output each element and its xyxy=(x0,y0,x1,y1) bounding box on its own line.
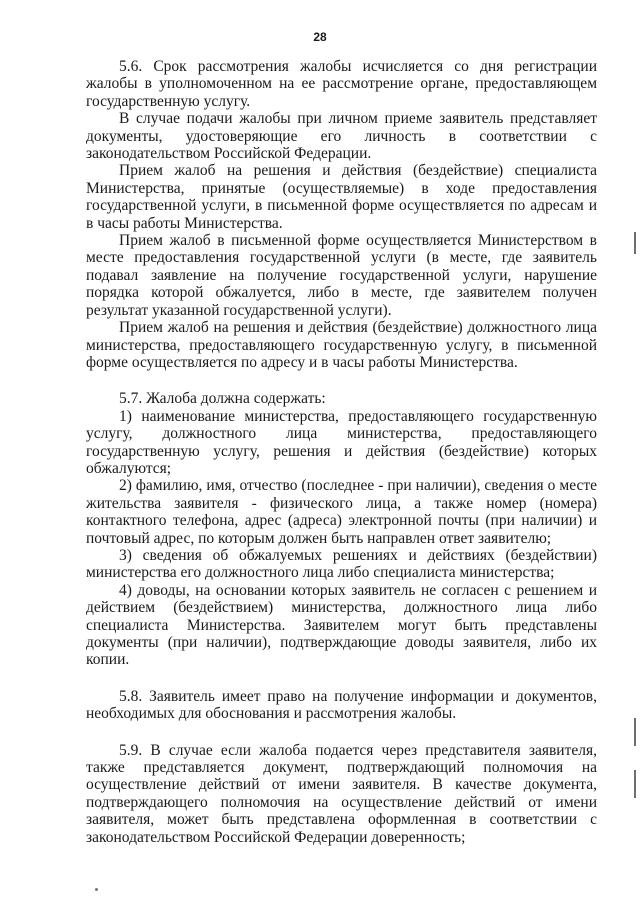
paragraph-5-8: 5.8. Заявитель имеет право на получение информации и документов, необходимых для обоснования и рассмотрения жалобы. xyxy=(86,687,597,723)
paragraph-written-complaints: Прием жалоб в письменной форме осуществляется Министерством в месте предоставления государственной услуги (в месте, где заявитель подавал заявление на получение государственной услуги, нарушение порядка которой обжалуется, либо в месте, где заявителем получен результат указанной государственной услуги). xyxy=(86,232,597,319)
paragraph-specialist-complaints: Прием жалоб на решения и действия (бездействие) специалиста Министерства, принятые (осуществляемые) в ходе предоставления государственной услуги, в письменной форме осуществляется по адресам и в часы работы Министерства. xyxy=(86,162,597,232)
paragraph-5-6: 5.6. Срок рассмотрения жалобы исчисляется со дня регистрации жалобы в уполномоченном на ее рассмотрение органе, предоставляющем государственную услугу. xyxy=(86,58,597,110)
paragraph-5-9: 5.9. В случае если жалоба подается через представителя заявителя, также представляется документ, подтверждающий полномочия на осуществление действий от имени заявителя. В качестве документа, подтверждающего полномочия на осуществление действий от имени заявителя, может быть представлена оформленная в соответствии с законодательством Российской Федерации доверенность; xyxy=(86,741,597,846)
list-item-1: 1) наименование министерства, предоставляющего государственную услугу, должностного лица министерства, предоставляющего государственную услугу, решения и действия (бездействие) которых обжалуются; xyxy=(86,407,597,477)
section-gap xyxy=(86,371,597,390)
scan-artifact-mark xyxy=(634,718,636,746)
paragraph-official-complaints: Прием жалоб на решения и действия (бездействие) должностного лица министерства, предоставляющего государственную услугу, в письменной форме осуществляется по адресу и в часы работы Министерства. xyxy=(86,319,597,371)
paragraph-5-7: 5.7. Жалоба должна содержать: xyxy=(119,390,326,408)
list-item-2: 2) фамилию, имя, отчество (последнее - при наличии), сведения о месте жительства заявителя - физического лица, а также номер (номера) контактного телефона, адрес (адреса) электронной почты (при наличии) и почтовый адрес, по которым должен быть направлен ответ заявителю; xyxy=(86,477,597,547)
page-number: 28 xyxy=(313,30,327,44)
scan-artifact-dot xyxy=(95,888,98,891)
scan-artifact-mark xyxy=(634,232,636,254)
section-gap xyxy=(86,723,597,742)
paragraph-personal-reception: В случае подачи жалобы при личном приеме заявитель представляет документы, удостоверяющие его личность в соответствии с законодательством Российской Федерации. xyxy=(86,110,597,163)
document-body xyxy=(86,58,597,846)
list-item-4: 4) доводы, на основании которых заявитель не согласен с решением и действием (бездействием) министерства, должностного лица либо специалиста Министерства. Заявителем могут быть представлены документы (при наличии), подтверждающие доводы заявителя, либо их копии. xyxy=(86,581,597,669)
section-gap xyxy=(86,669,597,688)
scan-artifact-mark xyxy=(634,770,636,798)
list-item-3: 3) сведения об обжалуемых решениях и действиях (бездействии) министерства его должностного лица либо специалиста министерства; xyxy=(86,546,597,582)
